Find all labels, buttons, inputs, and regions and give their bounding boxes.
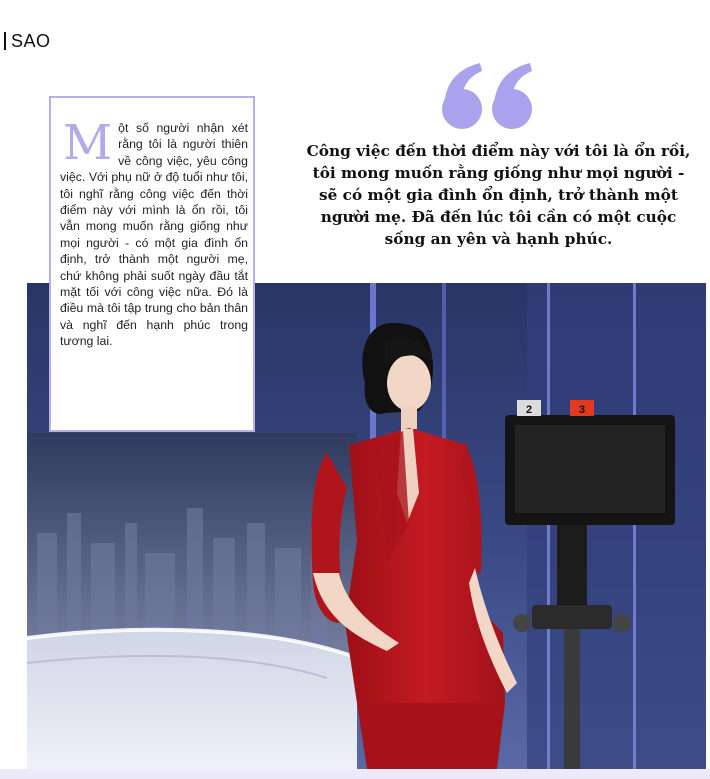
section-label xyxy=(4,31,51,52)
bottom-strip xyxy=(0,769,710,779)
section-name: SAO xyxy=(11,31,51,51)
drop-cap: M xyxy=(63,115,113,171)
camera-number-2: 2 xyxy=(525,404,533,416)
sidebar-body: ột số người nhận xét rằng tôi là người thiên về công việc, yêu công việc. Với phụ nữ ở độ tuổi như tôi, tôi nghĩ rằng công việc đến thời điểm này với mình là ổn rồi, tôi vẫn mong muốn rằng giống như mọi người - có một gia đình ổn định, trở thành một người mẹ, chứ không phải suốt ngày đầu tắt mặt tối với công việc nữa. Đó là điều mà tôi tập trung cho bản thân và nghĩ đến hạnh phúc trong tương lai. xyxy=(60,121,248,349)
pull-quote: Công việc đến thời điểm này với tôi là ổn rồi, tôi mong muốn rằng giống như mọi người - sẽ có một gia đình ổn định, trở thành một người mẹ. Đã đến lúc tôi cần có một cuộc sống an yên và hạnh phúc. xyxy=(306,142,691,248)
right-panel xyxy=(527,283,706,769)
skirt xyxy=(357,703,505,769)
face xyxy=(387,355,431,411)
section-divider xyxy=(4,32,6,50)
sidebar-paragraph xyxy=(60,115,248,350)
neon-strip xyxy=(547,283,550,769)
anchor-desk xyxy=(27,630,357,769)
camera-number-3: 3 xyxy=(578,404,586,416)
sidebar-text-box xyxy=(49,96,255,432)
neon-strip xyxy=(633,283,636,769)
quote-mark-icon xyxy=(438,57,538,137)
neck xyxy=(401,407,417,429)
